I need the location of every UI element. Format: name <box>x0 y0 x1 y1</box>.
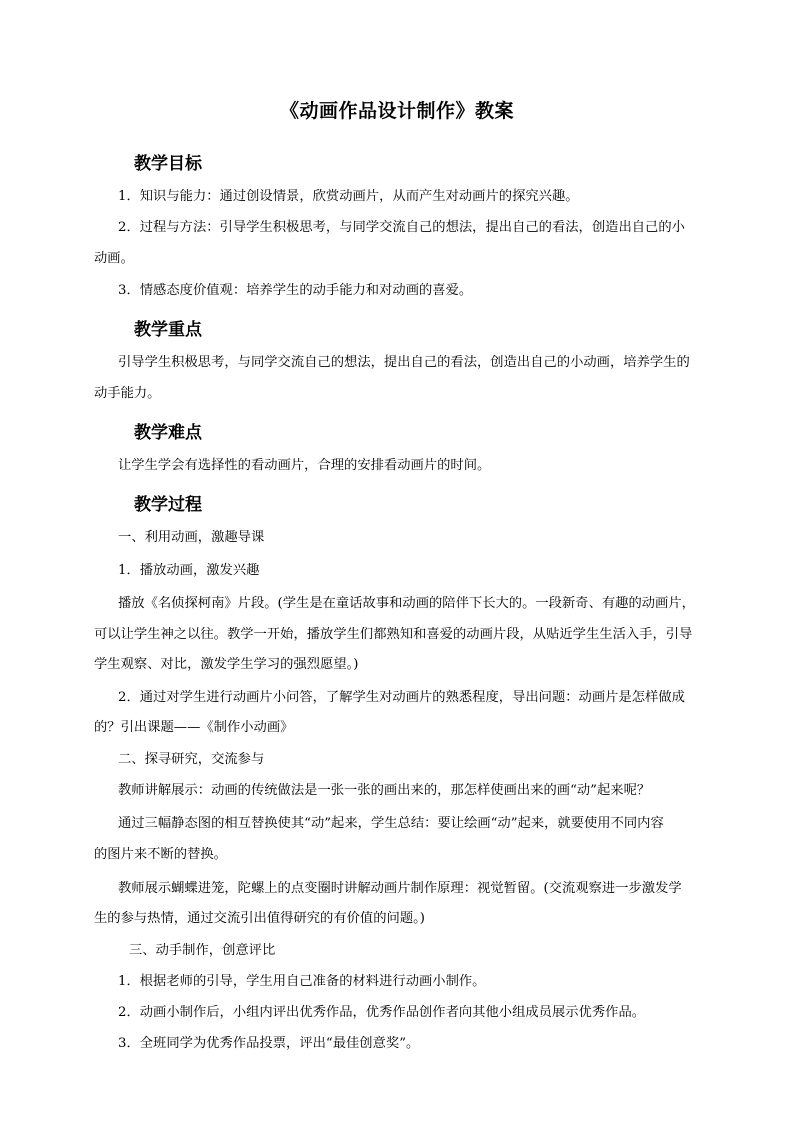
part-3-heading: 三、动手制作，创意评比 <box>129 943 276 958</box>
part-3-item-2: 2．动画小制作后，小组内评出优秀作品，优秀作品创作者向其他小组成员展示优秀作品。 <box>118 1005 646 1020</box>
heading-teaching-goals: 教学目标 <box>134 154 202 174</box>
part-3-item-3: 3．全班同学为优秀作品投票，评出“最佳创意奖”。 <box>118 1036 420 1051</box>
part-1-heading: 一、利用动画，激趣导课 <box>118 530 265 545</box>
part-2-paragraph-3-line-2: 生的参与热情，通过交流引出值得研究的有价值的问题。) <box>94 911 425 926</box>
part-2-paragraph-2-line-1: 通过三幅静态图的相互替换使其“动”起来，学生总结：要让绘画“动”起来，就要使用不同内容 <box>118 816 664 831</box>
goal-item-2-line-1: 2．过程与方法：引导学生积极思考，与同学交流自己的想法，提出自己的看法，创造出自己的小 <box>118 220 685 235</box>
part-1-item-2-line-1: 2．通过对学生进行动画片小问答，了解学生对动画片的熟悉程度，导出问题：动画片是怎样做成 <box>118 690 685 705</box>
page-title: 《动画作品设计制作》教案 <box>279 100 514 122</box>
part-2-paragraph-3-line-1: 教师展示蝴蝶进笼，陀螺上的点变圈时讲解动画片制作原理：视觉暂留。(交流观察进一步激发学 <box>118 881 682 896</box>
part-2-heading: 二、探寻研究，交流参与 <box>118 752 265 767</box>
part-1-paragraph-line-3: 学生观察、对比，激发学生学习的强烈愿望。) <box>94 657 359 672</box>
goal-item-3: 3．情感态度价值观：培养学生的动手能力和对动画的喜爱。 <box>118 283 473 298</box>
heading-difficulties: 教学难点 <box>134 423 202 443</box>
key-points-line-1: 引导学生积极思考，与同学交流自己的想法，提出自己的看法，创造出自己的小动画，培养学生的 <box>118 355 690 370</box>
difficulties-line-1: 让学生学会有选择性的看动画片，合理的安排看动画片的时间。 <box>118 458 491 473</box>
part-2-paragraph-1: 教师讲解展示：动画的传统做法是一张一张的画出来的，那怎样使画出来的画“动”起来呢？ <box>118 783 651 798</box>
part-3-item-1: 1．根据老师的引导，学生用自己准备的材料进行动画小制作。 <box>118 974 486 989</box>
goal-item-1: 1．知识与能力：通过创设情景，欣赏动画片，从而产生对动画片的探究兴趣。 <box>118 189 579 204</box>
part-2-paragraph-2-line-2: 的图片来不断的替换。 <box>94 847 227 862</box>
heading-teaching-process: 教学过程 <box>134 495 202 515</box>
heading-key-points: 教学重点 <box>134 320 202 340</box>
part-1-paragraph-line-1: 播放《名侦探柯南》片段。(学生是在童话故事和动画的陪伴下长大的。一段新奇、有趣的动画片， <box>118 596 695 611</box>
key-points-line-2: 动手能力。 <box>94 386 161 401</box>
part-1-paragraph-line-2: 可以让学生神之以往。教学一开始，播放学生们都熟知和喜爱的动画片段，从贴近学生生活入手，引导 <box>94 627 693 642</box>
goal-item-2-line-2: 动画。 <box>94 251 134 266</box>
part-1-item-2-line-2: 的？引出课题——《制作小动画》 <box>94 720 294 735</box>
part-1-item-1: 1．播放动画，激发兴趣 <box>118 563 260 578</box>
